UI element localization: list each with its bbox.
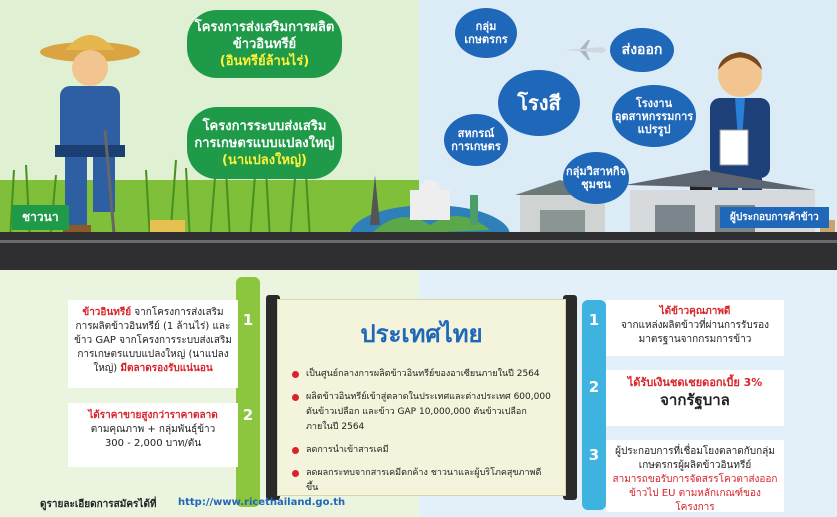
community-enterprise-bubble: [563, 152, 629, 204]
business-benefit-1: [606, 300, 784, 356]
business-benefit-2-number: 2: [588, 378, 600, 396]
farmer-tag: ชาวนา: [12, 205, 69, 230]
large-plot-project-bubble: [187, 107, 342, 179]
farmer-benefit-2: [68, 403, 238, 467]
business-benefit-3-text: ผู้ประกอบการที่เชื่อมโยงตลาดกับกลุ่มเกษตรกรผู้ผลิตข้าวอินทรีย์: [615, 446, 775, 471]
business-benefit-1-lead: ได้ข้าวคุณภาพดี: [659, 306, 731, 317]
business-benefit-3-number: 3: [588, 446, 600, 464]
footer-url-link[interactable]: http://www.ricethailand.go.th: [178, 497, 346, 508]
thailand-goal-1: เป็นศูนย์กลางการผลิตข้าวอินทรีย์ของอาเซียนภายในปี 2564: [290, 367, 553, 382]
farmer-benefit-2-number: 2: [242, 406, 254, 424]
thailand-goal-4: ลดผลกระทบจากสารเคมีตกค้าง ชาวนาและผู้บริโภคสุขภาพดีขึ้น: [290, 466, 553, 496]
business-benefit-1-text: จากแหล่งผลิตข้าวที่ผ่านการรับรองมาตรฐานจากกรมการข้าว: [620, 320, 770, 345]
large-plot-line-1: โครงการระบบส่งเสริม: [202, 118, 327, 134]
airplane-icon: [562, 40, 606, 60]
business-benefit-2-tail: จากรัฐบาล: [660, 391, 730, 409]
farmer-benefit-1-lead: ข้าวอินทรีย์: [82, 307, 132, 318]
road-strip: [0, 232, 837, 270]
farmer-benefit-1-tail: มีตลาดรองรับแน่นอน: [120, 363, 213, 374]
large-plot-line-2: การเกษตรแบบแปลงใหญ่: [194, 135, 335, 151]
cooperative-label: สหกรณ์การเกษตร: [451, 127, 501, 153]
thailand-scroll: [278, 300, 565, 495]
cooperative-bubble: [444, 114, 508, 166]
export-label: ส่งออก: [621, 41, 663, 58]
business-benefit-2-lead: ได้รับเงินชดเชยดอกเบี้ย 3%: [627, 376, 763, 389]
business-benefit-1-number: 1: [588, 311, 600, 329]
large-plot-highlight: (นาแปลงใหญ่): [221, 152, 307, 168]
organic-project-line-1: โครงการส่งเสริมการผลิต: [194, 19, 335, 35]
farmer-benefit-2-lead: ได้ราคาขายสูงกว่าราคาตลาด: [88, 410, 218, 421]
processing-label: โรงงานอุตสาหกรรมการแปรรูป: [614, 96, 694, 136]
farmer-groups-bubble: [455, 8, 517, 58]
thailand-title: ประเทศไทย: [360, 320, 483, 348]
organic-project-line-2: ข้าวอินทรีย์: [232, 36, 297, 52]
export-bubble: [610, 28, 674, 72]
farmer-benefit-2-price: 300 - 2,000 บาท/ตัน: [104, 438, 202, 449]
rice-mill-bubble: [498, 70, 580, 136]
business-benefit-3-highlight: สามารถขอรับการจัดสรรโควตาส่งออกข้าวไป EU ตามหลักเกณฑ์ของโครงการ: [612, 474, 778, 513]
business-benefit-2: [606, 370, 784, 426]
footer-label: ดูรายละเอียดการสมัครได้ที่: [40, 499, 157, 510]
thailand-goal-3: ลดการนำเข้าสารเคมี: [290, 443, 553, 458]
community-label: กลุ่มวิสาหกิจชุมชน: [565, 165, 627, 191]
rice-mill-label: โรงสี: [517, 90, 561, 115]
farmer-benefit-1: [68, 300, 238, 388]
farmer-benefit-2-text: ตามคุณภาพ + กลุ่มพันธุ์ข้าว: [90, 424, 216, 435]
business-tag: ผู้ประกอบการค้าข้าว: [720, 207, 829, 228]
farmer-benefit-1-text: จากโครงการส่งเสริมการผลิตข้าวอินทรีย์ (1 ล้านไร่) และข้าว GAP จากโครงการระบบส่งเสริมการเกษตรแบบแปลงใหญ่ (นาแปลงใหญ่): [74, 307, 232, 374]
scroll-right-roller: [563, 295, 577, 500]
processing-industry-bubble: [612, 85, 696, 147]
organic-project-highlight: (อินทรีย์ล้านไร่): [219, 53, 310, 69]
farmer-benefit-1-number: 1: [242, 311, 254, 329]
business-benefit-3: [606, 440, 784, 512]
farmer-groups-label: กลุ่มเกษตรกร: [464, 20, 508, 46]
organic-project-bubble: [187, 10, 342, 78]
thailand-goal-2: ผลิตข้าวอินทรีย์เข้าสู่ตลาดในประเทศและต่างประเทศ 600,000 ตันข้าวเปลือก และข้าว GAP 10,000,000 ตันข้าวเปลือก ภายในปี 2564: [290, 390, 553, 435]
road-line: [0, 240, 837, 243]
